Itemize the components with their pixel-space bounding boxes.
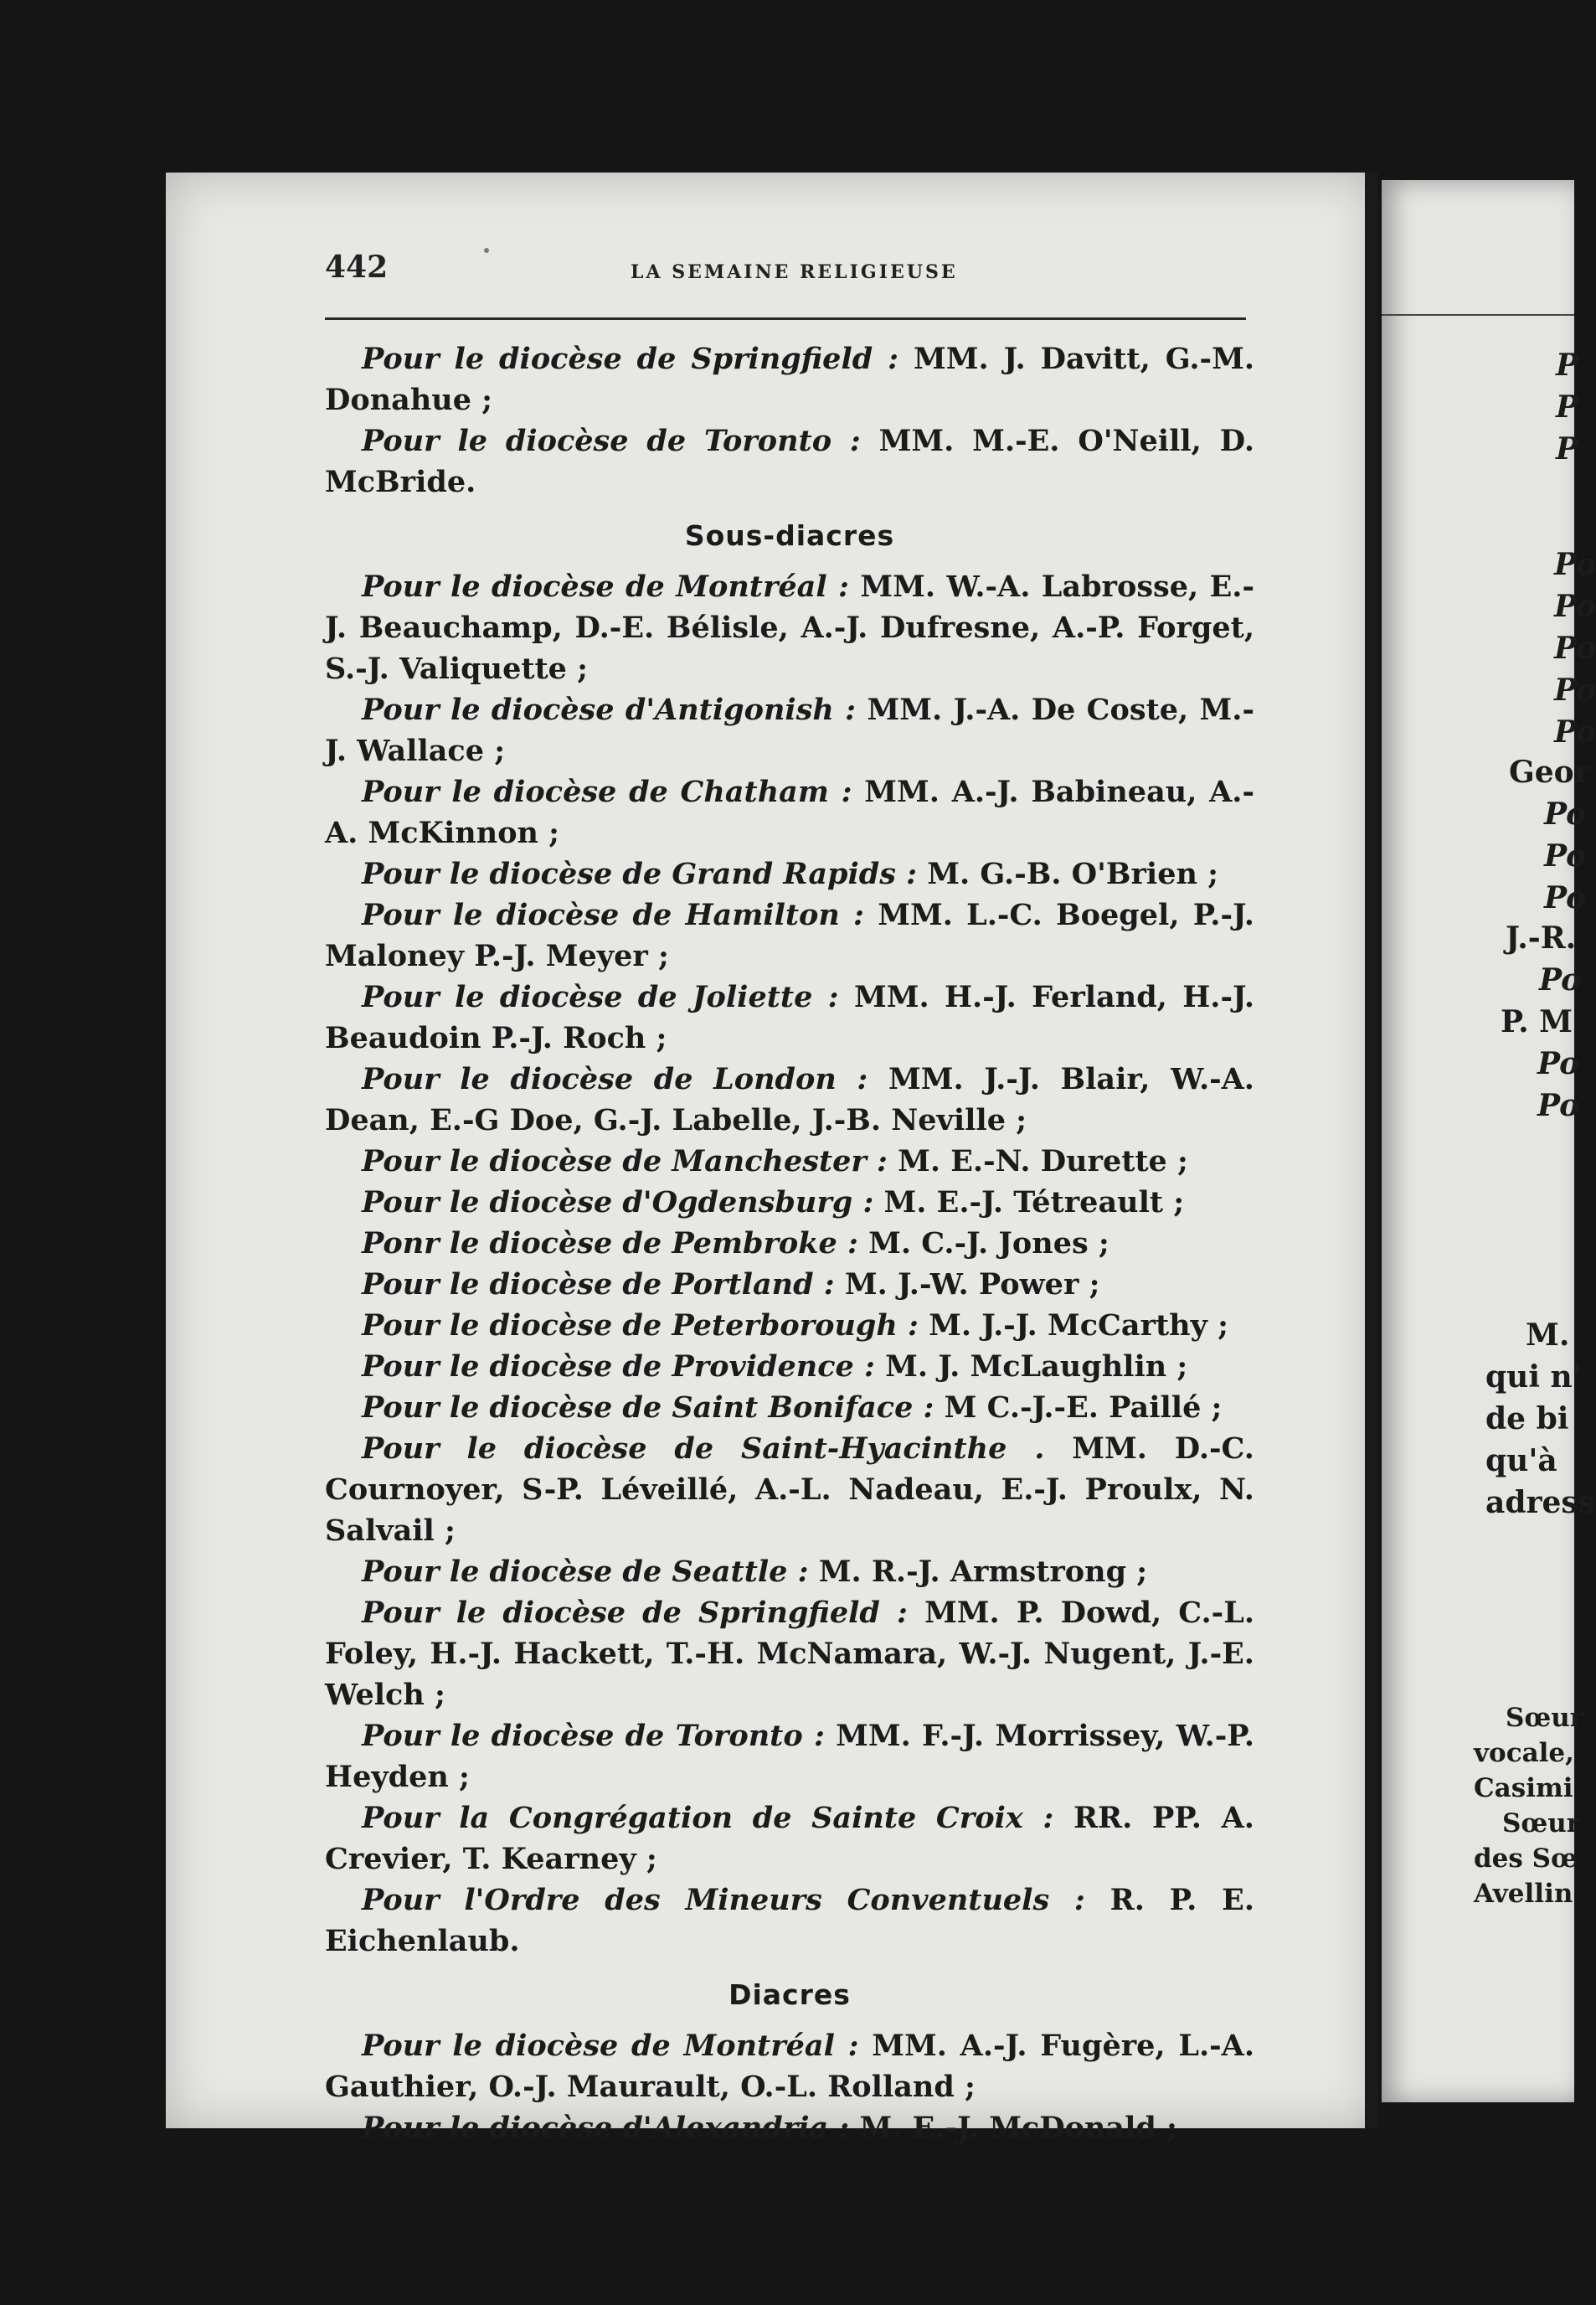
right-page xyxy=(1382,180,1596,2102)
right-fragment: vocale, xyxy=(1474,1738,1574,1768)
entry: Pour le diocèse de Providence : M. J. McLaughlin ; xyxy=(362,1349,1188,1384)
right-fragment: Po xyxy=(1554,547,1596,582)
right-fragment: qui n' xyxy=(1485,1359,1582,1395)
section-title-diacres: Diacres xyxy=(728,1978,851,2011)
entry: Pour l'Ordre des Mineurs Conventuels : R. P. E. Eichenlaub. xyxy=(325,1883,1254,1958)
entry: Pour le diocèse de Portland : M. J.-W. Power ; xyxy=(362,1267,1100,1302)
right-fragment: qu'à xyxy=(1485,1443,1557,1478)
right-fragment: des Sœ xyxy=(1474,1843,1578,1874)
entry: Pour le diocèse de Saint-Hyacinthe . MM. D.-C. Cournoyer, S-P. Léveillé, A.-L. Nadeau, E.-J. Proulx, N. Salvail ; xyxy=(325,1431,1254,1548)
right-fragment: Po xyxy=(1554,714,1596,750)
entry: Pour le diocèse d'Antigonish : MM. J.-A. De Coste, M.-J. Wallace ; xyxy=(325,693,1254,768)
entry: Pour le diocèse de Seattle : M. R.-J. Armstrong ; xyxy=(362,1555,1148,1589)
entry: Pour le diocèse de Toronto : MM. M.-E. O'Neill, D. McBride. xyxy=(325,424,1254,499)
entry: Pour le diocèse de Montréal : MM. W.-A. Labrosse, E.-J. Beauchamp, D.-E. Bélisle, A.-J. Dufresne, A.-P. Forget, S.-J. Valiquette ; xyxy=(325,570,1254,686)
right-fragment: Sœur xyxy=(1506,1703,1584,1733)
entry: Pour le diocèse de Springfield : MM. J. Davitt, G.-M. Donahue ; xyxy=(325,342,1255,417)
right-fragment: Geor xyxy=(1509,755,1590,790)
right-fragment: Po xyxy=(1537,1046,1580,1081)
right-fragment: M. xyxy=(1526,1318,1570,1353)
entry: Pour le diocèse de Springfield : MM. P. Dowd, C.-L. Foley, H.-J. Hackett, T.-H. McNamara, W.-J. Nugent, J.-E. Welch ; xyxy=(325,1596,1255,1712)
right-page-rule xyxy=(1382,314,1574,316)
entry: Pour le diocèse de Joliette : MM. H.-J. Ferland, H.-J. Beaudoin P.-J. Roch ; xyxy=(325,980,1255,1055)
right-fragment: P xyxy=(1556,389,1579,425)
entry: Pour la Congrégation de Sainte Croix : RR. PP. A. Crevier, T. Kearney ; xyxy=(325,1801,1254,1876)
page-gutter xyxy=(1365,173,1378,2128)
page-body xyxy=(325,338,1254,2148)
running-title: LA SEMAINE RELIGIEUSE xyxy=(631,261,958,283)
right-fragment: P xyxy=(1556,431,1579,467)
right-fragment: P. M xyxy=(1501,1004,1573,1039)
left-page xyxy=(166,173,1377,2145)
entry: Pour le diocèse de Grand Rapids : M. G.-B. O'Brien ; xyxy=(362,857,1219,891)
entry: Pour le diocèse de Peterborough : M. J.-J. McCarthy ; xyxy=(362,1308,1229,1343)
entry: Pour le diocèse de Hamilton : MM. L.-C. Boegel, P.-J. Maloney P.-J. Meyer ; xyxy=(325,898,1254,973)
entry: Ponr le diocèse de Pembroke : M. C.-J. Jones ; xyxy=(362,1226,1109,1261)
entry: Pour le diocèse d'Ogdensburg : M. E.-J. Tétreault ; xyxy=(362,1185,1185,1220)
entry: Pour le diocèse d'Alexandria : M. E.-J. McDonald ; xyxy=(362,2111,1177,2145)
entry: Pour le diocèse de Manchester : M. E.-N. Durette ; xyxy=(362,1144,1188,1178)
entry: Pour le diocèse de London : MM. J.-J. Blair, W.-A. Dean, E.-G Doe, G.-J. Labelle, J.-B. Neville ; xyxy=(325,1062,1254,1137)
right-fragment: Sœur xyxy=(1502,1808,1581,1838)
right-fragment: Po xyxy=(1554,631,1596,666)
right-fragment: Po xyxy=(1537,1088,1580,1123)
section-title-sous-diacres: Sous-diacres xyxy=(684,519,895,552)
page-number: 442 xyxy=(325,250,389,285)
right-fragment: Po xyxy=(1539,962,1582,998)
entry: Pour le diocèse de Saint Boniface : M C.-J.-E. Paillé ; xyxy=(362,1390,1223,1425)
right-fragment: Po xyxy=(1554,673,1596,708)
right-fragment: Po xyxy=(1554,589,1596,624)
entry: Pour le diocèse de Chatham : MM. A.-J. Babineau, A.-A. McKinnon ; xyxy=(325,775,1254,850)
right-fragment: Avellin xyxy=(1474,1879,1573,1909)
right-fragment: Po xyxy=(1544,880,1587,915)
right-fragment: Po xyxy=(1544,797,1587,832)
right-fragment: P xyxy=(1556,348,1579,383)
right-fragment: J.-R. xyxy=(1506,920,1577,956)
entry: Pour le diocèse de Toronto : MM. F.-J. Morrissey, W.-P. Heyden ; xyxy=(325,1719,1254,1794)
right-fragment: adress xyxy=(1485,1485,1595,1520)
right-fragment: de bi xyxy=(1485,1401,1569,1436)
header-rule xyxy=(325,317,1246,320)
right-fragment: Casimi xyxy=(1474,1773,1573,1803)
right-fragment: Po xyxy=(1544,838,1587,874)
entry: Pour le diocèse de Montréal : MM. A.-J. Fugère, L.-A. Gauthier, O.-J. Maurault, O.-L. Rolland ; xyxy=(325,2029,1255,2104)
